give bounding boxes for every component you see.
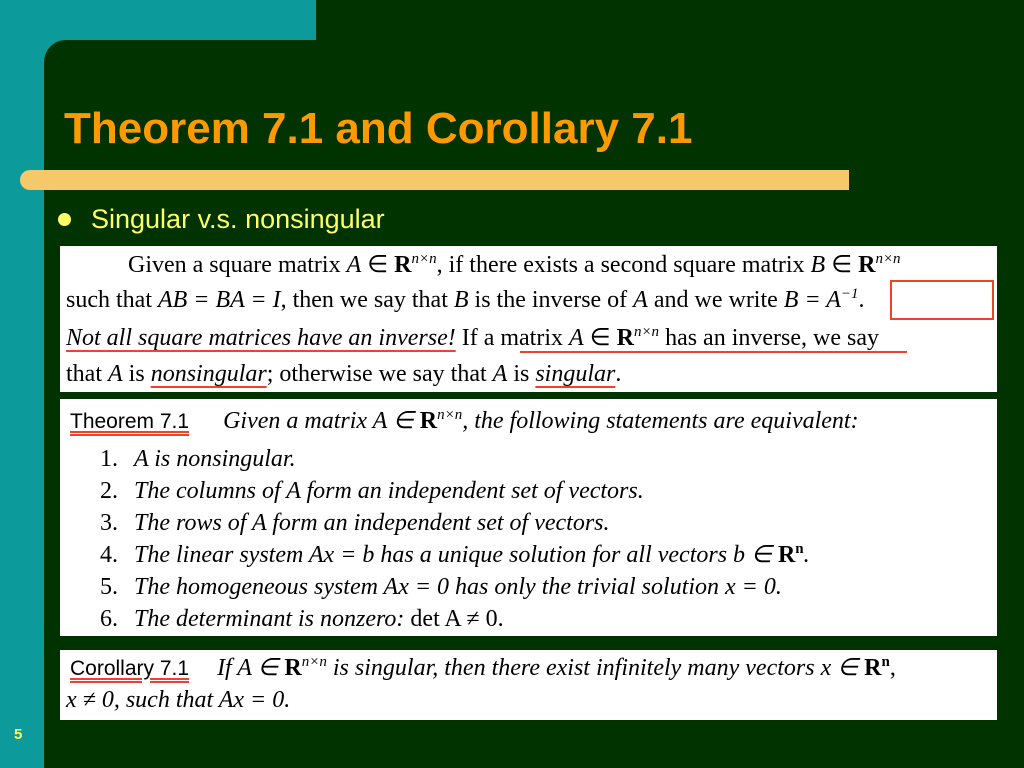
item-text: The linear system Ax = b has a unique solution for all vectors b ∈ <box>134 542 778 568</box>
theorem-label: Theorem 7.1 <box>70 410 190 433</box>
text: . <box>803 542 810 568</box>
definition-line-2 <box>66 286 865 314</box>
text: is <box>122 361 151 387</box>
math-inverse: B = A <box>783 287 841 313</box>
math-A: A <box>633 287 648 313</box>
item-number: 4. <box>100 542 118 568</box>
inverse-highlight-box <box>890 280 994 320</box>
definition-line-4 <box>66 360 621 388</box>
item-text: A is nonsingular. <box>134 446 296 472</box>
text: . <box>615 361 622 387</box>
corollary-line-2: x ≠ 0, such that Ax = 0. <box>66 687 291 713</box>
top-band <box>316 0 1024 40</box>
superscript: n×n <box>875 251 901 267</box>
math-R: R <box>864 655 882 681</box>
text: ∈ <box>583 325 617 351</box>
text: is singular, then there exist infinitely many vectors x ∈ <box>326 655 865 681</box>
item-number: 5. <box>100 574 118 600</box>
superscript: −1 <box>840 286 859 302</box>
term-singular: singular <box>535 361 616 387</box>
math-R: R <box>284 655 302 681</box>
text: that <box>66 361 108 387</box>
text: If a matrix <box>455 325 570 351</box>
text: is the inverse of <box>468 287 634 313</box>
highlight-underline <box>520 351 907 353</box>
math-equation: AB = BA = I <box>157 287 281 313</box>
superscript: n <box>795 541 804 557</box>
bullet-dot-icon <box>58 213 71 226</box>
superscript: n×n <box>411 251 437 267</box>
bullet-text: Singular v.s. nonsingular <box>91 203 385 234</box>
text: If A ∈ <box>217 655 285 681</box>
theorem-item-4 <box>100 541 810 569</box>
item-text: The determinant is nonzero: <box>134 606 411 632</box>
definition-line-3 <box>66 324 879 352</box>
theorem-item-6 <box>100 605 504 633</box>
superscript: n <box>881 654 890 670</box>
math-A: A <box>346 252 362 278</box>
text: Given a square matrix <box>128 252 347 278</box>
math-B: B <box>810 252 826 278</box>
math-R: R <box>419 408 438 434</box>
theorem-item-5 <box>100 573 782 601</box>
text: and we write <box>647 287 784 313</box>
text: . <box>858 287 865 313</box>
math-A: A <box>569 325 584 351</box>
text: , the following statements are equivalent: <box>462 408 859 434</box>
item-number: 3. <box>100 510 118 536</box>
item-number: 2. <box>100 478 118 504</box>
emphasis-text: Not all square matrices have an inverse! <box>66 325 456 351</box>
definition-box <box>60 246 997 392</box>
theorem-intro <box>70 407 859 436</box>
superscript: n×n <box>301 654 327 670</box>
text: ∈ <box>361 252 395 278</box>
item-number: 6. <box>100 606 118 632</box>
definition-line-1 <box>128 251 901 279</box>
text: is <box>507 361 536 387</box>
theorem-item-1 <box>100 445 296 473</box>
corollary-line-1 <box>70 654 896 683</box>
text: Given a matrix A ∈ <box>223 408 420 434</box>
math-R: R <box>777 542 796 568</box>
corollary-label: Corollary 7.1 <box>70 657 190 680</box>
bullet-item <box>58 202 385 236</box>
superscript: n×n <box>437 407 463 423</box>
term-nonsingular: nonsingular <box>150 361 267 387</box>
text: has an inverse, we say <box>659 325 879 351</box>
theorem-item-3 <box>100 509 610 537</box>
math-R: R <box>616 325 634 351</box>
slide-title: Theorem 7.1 and Corollary 7.1 <box>64 104 693 153</box>
text: , <box>889 655 896 681</box>
item-text: The rows of A form an independent set of vectors. <box>134 510 610 536</box>
superscript: n×n <box>633 324 660 340</box>
page-number: 5 <box>14 726 23 743</box>
math-determinant: det A ≠ 0. <box>410 606 504 632</box>
item-number: 1. <box>100 446 118 472</box>
text: ; otherwise we say that <box>266 361 493 387</box>
theorem-item-2 <box>100 477 644 505</box>
text: , if there exists a second square matrix <box>436 252 811 278</box>
math-R: R <box>394 252 412 278</box>
item-text: The homogeneous system Ax = 0 has only the trivial solution x = 0. <box>134 574 782 600</box>
item-text: The columns of A form an independent set of vectors. <box>134 478 644 504</box>
theorem-box <box>60 399 997 636</box>
text: such that <box>66 287 158 313</box>
math-A: A <box>492 361 508 387</box>
text: , then we say that <box>280 287 454 313</box>
text: ∈ <box>825 252 859 278</box>
math-B: B <box>453 287 469 313</box>
corollary-box <box>60 650 997 720</box>
math-R: R <box>858 252 876 278</box>
title-underline-bar <box>20 170 849 190</box>
math-A: A <box>108 361 123 387</box>
